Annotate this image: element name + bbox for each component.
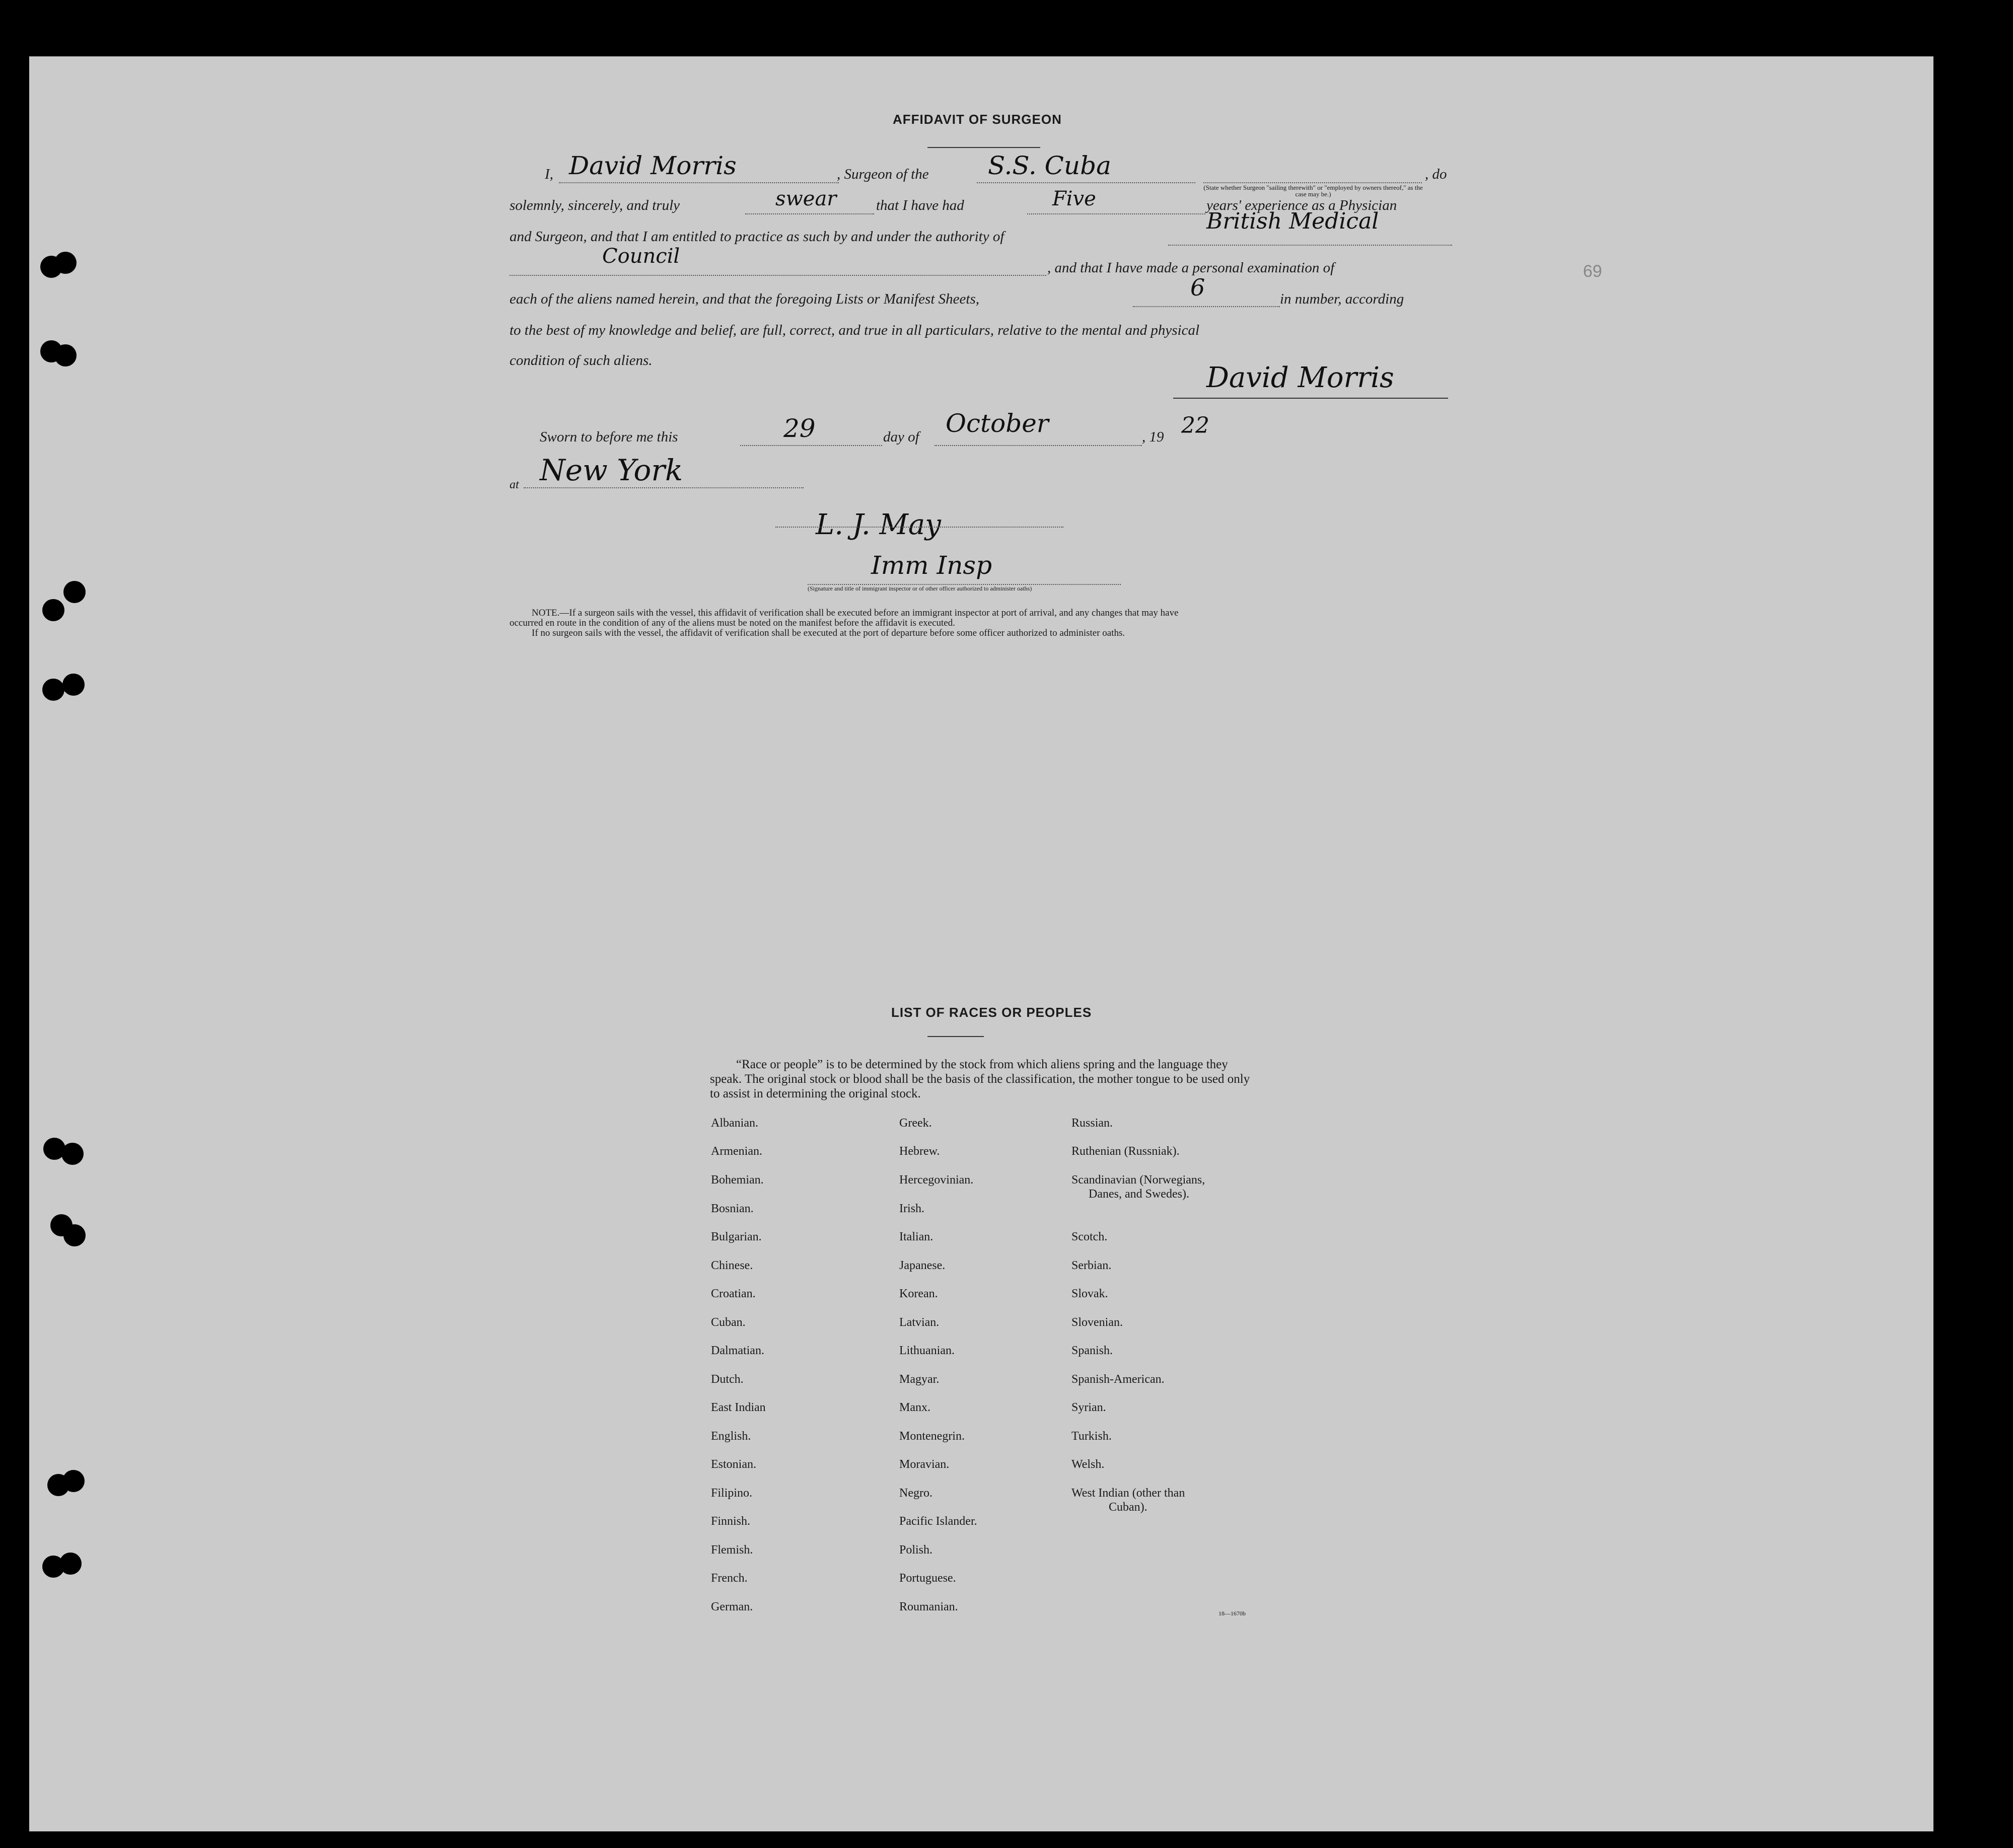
race-item: Slovak. [1071,1287,1108,1300]
race-item: Lithuanian. [899,1344,955,1357]
years-handwritten: Five [1052,187,1096,210]
text-years-experience: years' experience as a Physician [1206,197,1397,213]
vessel-name-handwritten: S.S. Cuba [988,151,1111,180]
text-i: I, [545,166,553,182]
races-title: LIST OF RACES OR PEOPLES [891,1005,1092,1020]
race-item: Hercegovinian. [899,1173,974,1187]
text-that-i-have-had: that I have had [876,197,964,213]
race-item: Flemish. [711,1543,753,1557]
official-signature: L. J. May [816,508,941,541]
binder-hole [63,1224,86,1246]
binder-hole [63,581,86,603]
race-item: Dutch. [711,1373,744,1386]
race-item: Welsh. [1071,1458,1105,1471]
surgeon-signature: David Morris [1206,361,1394,394]
race-item: Irish. [899,1202,924,1215]
race-item: French. [711,1572,748,1585]
page-number: 69 [1583,262,1602,281]
binder-hole [54,252,77,274]
race-item: Turkish. [1071,1430,1112,1443]
title-underline [927,147,1040,148]
race-item: Chinese. [711,1259,753,1272]
binder-hole [42,679,64,701]
text-sworn-before-me: Sworn to before me this [540,429,678,445]
race-item: Danes, and Swedes). [1089,1188,1189,1201]
race-item: Bulgarian. [711,1230,762,1243]
oath-handwritten: swear [775,187,837,210]
text-do: , do [1425,166,1447,182]
race-item: Croatian. [711,1287,756,1300]
text-solemnly: solemnly, sincerely, and truly [510,197,680,213]
sworn-year-handwritten: 22 [1181,413,1209,438]
race-item: Moravian. [899,1458,950,1471]
race-item: English. [711,1430,751,1443]
race-item: Armenian. [711,1145,762,1158]
race-item: Polish. [899,1543,933,1557]
place-handwritten: New York [540,453,683,487]
race-item: Japanese. [899,1259,946,1272]
official-title-handwritten: Imm Insp [871,551,992,580]
race-item: Syrian. [1071,1401,1106,1414]
race-item: Russian. [1071,1117,1113,1130]
binder-hole [42,599,64,621]
binder-hole [54,344,77,366]
race-item: West Indian (other than [1071,1487,1185,1500]
affidavit-note: NOTE.—If a surgeon sails with the vessel, this affidavit of verification shall be executed before an immigrant inspector at port of arrival, and any changes that may have occurred en route in the condition of any of the aliens must be noted on the manifest before the affidavit is executed. If no surgeon sails with the vessel, the affidavit of verification shall be executed at the port of departure before some officer authorized to administer oaths. [510,608,1179,638]
race-item: Estonian. [711,1458,756,1471]
text-best-of-knowledge: to the best of my knowledge and belief, are full, correct, and true in all particulars, relative to the mental and physical [510,322,1200,338]
race-item: Cuban). [1109,1501,1147,1514]
race-item: Portuguese. [899,1572,956,1585]
race-item: Serbian. [1071,1259,1112,1272]
text-each-of-the-aliens: each of the aliens named herein, and that the foregoing Lists or Manifest Sheets, [510,291,979,307]
text-day-of: day of [883,429,919,445]
race-item: Greek. [899,1117,932,1130]
sworn-day-handwritten: 29 [783,414,816,443]
race-item: Bohemian. [711,1173,764,1187]
authority-handwritten: British Medical [1206,208,1379,234]
race-item: Spanish. [1071,1344,1113,1357]
race-item: Montenegrin. [899,1430,965,1443]
form-number: 18—1670b [1218,1610,1246,1617]
race-item: Dalmatian. [711,1344,764,1357]
race-item: Filipino. [711,1487,753,1500]
text-and-surgeon: and Surgeon, and that I am entitled to practice as such by and under the authority of [510,229,1004,245]
binder-hole [62,674,85,696]
binder-hole [59,1553,82,1575]
surgeon-status-note: (State whether Surgeon "sailing therewith" or "employed by owners thereof," as the case may be.) [1203,184,1423,198]
race-item: Bosnian. [711,1202,754,1215]
text-at: at [510,478,519,491]
sworn-month-handwritten: October [946,409,1049,438]
binder-hole [62,1470,85,1492]
race-item: Slovenian. [1071,1316,1123,1329]
affidavit-title: AFFIDAVIT OF SURGEON [893,112,1062,127]
official-caption: (Signature and title of immigrant inspector or of other officer authorized to administer oaths) [808,585,1032,592]
authority-continued-handwritten: Council [602,245,680,268]
race-item: Albanian. [711,1117,758,1130]
races-intro: “Race or people” is to be determined by the stock from which aliens spring and the language they speak. The original stock or blood shall be the basis of the classification, the mother tongue to be used only to assist in determining the original stock. [710,1058,1250,1100]
race-item: Cuban. [711,1316,746,1329]
race-item: Pacific Islander. [899,1515,977,1528]
race-item: Manx. [899,1401,930,1414]
race-item: Magyar. [899,1373,940,1386]
race-item: Latvian. [899,1316,940,1329]
race-item: Negro. [899,1487,932,1500]
race-item: German. [711,1600,753,1613]
race-item: Ruthenian (Russniak). [1071,1145,1180,1158]
race-item: Spanish-American. [1071,1373,1165,1386]
race-item: East Indian [711,1401,766,1414]
binder-hole [61,1143,84,1165]
text-surgeon-of-the: , Surgeon of the [837,166,929,182]
race-item: Italian. [899,1230,933,1243]
race-item: Korean. [899,1287,938,1300]
text-personal-examination: , and that I have made a personal examination of [1047,260,1335,276]
race-item: Scotch. [1071,1230,1108,1243]
race-item: Finnish. [711,1515,751,1528]
race-item: Scandinavian (Norwegians, [1071,1173,1205,1187]
races-title-underline [927,1036,984,1037]
text-condition-of-aliens: condition of such aliens. [510,352,653,368]
text-in-number: in number, according [1280,291,1404,307]
race-item: Hebrew. [899,1145,940,1158]
text-comma-19: , 19 [1142,429,1164,445]
surgeon-name-handwritten: David Morris [569,151,737,180]
sheets-handwritten: 6 [1190,274,1205,301]
race-item: Roumanian. [899,1600,958,1613]
